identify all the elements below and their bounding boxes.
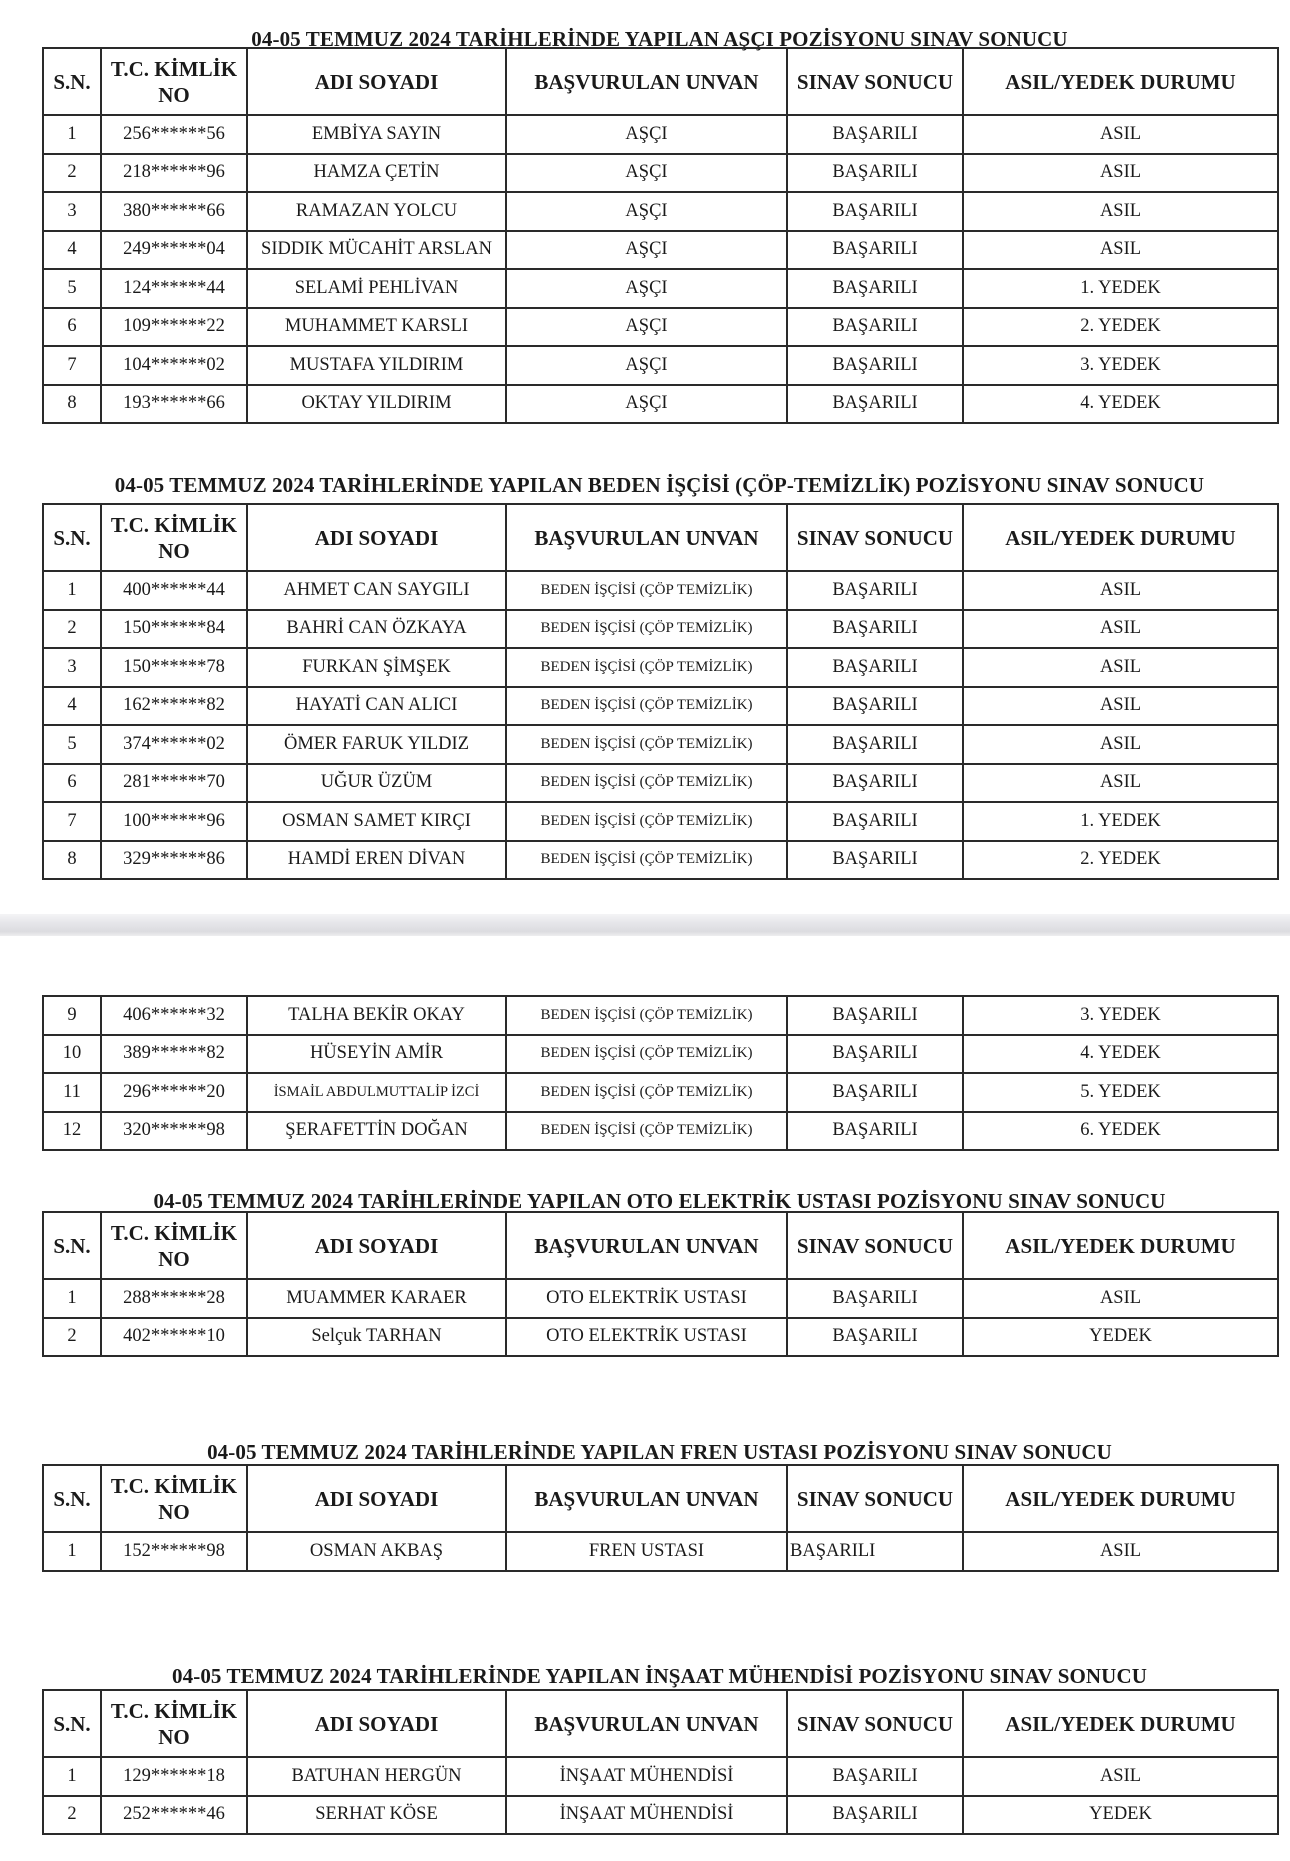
cell-adi-soyadi: HAMZA ÇETİN [247, 154, 506, 193]
header-tc-line1: T.C. KİMLİK [110, 56, 238, 81]
cell-sinav-sonucu: BAŞARILI [787, 192, 963, 231]
cell-tc-kimlik-no: 152******98 [101, 1532, 247, 1571]
cell-asil-yedek-durumu: ASIL [963, 725, 1278, 764]
table-row [43, 115, 1278, 154]
table-row [43, 1073, 1278, 1112]
header-asil-yedek-durumu: ASIL/YEDEK DURUMU [963, 504, 1278, 571]
header-tc-line1: T.C. KİMLİK [110, 1473, 238, 1498]
cell-sn: 2 [43, 1318, 101, 1357]
header-tc-line2: NO [158, 1724, 190, 1749]
cell-sinav-sonucu: BAŞARILI [787, 841, 963, 880]
cell-adi-soyadi: BATUHAN HERGÜN [247, 1757, 506, 1796]
section-title: 04-05 TEMMUZ 2024 TARİHLERİNDE YAPILAN BEDEN İŞÇİSİ (ÇÖP-TEMİZLİK) POZİSYONU SINAV SONUCU [114, 473, 1205, 497]
cell-sn: 6 [43, 308, 101, 347]
table-row [43, 1532, 1278, 1571]
table-row [43, 725, 1278, 764]
table-row [43, 1112, 1278, 1151]
results-table-continued [42, 995, 1279, 1151]
cell-asil-yedek-durumu: ASIL [963, 1532, 1278, 1571]
table-header-row [43, 1690, 1278, 1757]
cell-adi-soyadi: BAHRİ CAN ÖZKAYA [247, 610, 506, 649]
cell-asil-yedek-durumu: 2. YEDEK [963, 841, 1278, 880]
cell-basvurulan-unvan: AŞÇI [506, 308, 787, 347]
cell-sinav-sonucu: BAŞARILI [787, 1112, 963, 1151]
header-basvurulan-unvan: BAŞVURULAN UNVAN [506, 1465, 787, 1532]
cell-asil-yedek-durumu: 2. YEDEK [963, 308, 1278, 347]
cell-basvurulan-unvan: AŞÇI [506, 192, 787, 231]
cell-asil-yedek-durumu: ASIL [963, 1757, 1278, 1796]
header-adi-soyadi: ADI SOYADI [247, 48, 506, 115]
cell-basvurulan-unvan: AŞÇI [506, 231, 787, 270]
cell-sinav-sonucu: BAŞARILI [787, 1035, 963, 1074]
cell-sn: 4 [43, 231, 101, 270]
cell-basvurulan-unvan: BEDEN İŞÇİSİ (ÇÖP TEMİZLİK) [506, 1073, 787, 1112]
table-row [43, 308, 1278, 347]
header-basvurulan-unvan: BAŞVURULAN UNVAN [506, 1690, 787, 1757]
cell-asil-yedek-durumu: YEDEK [963, 1318, 1278, 1357]
table-row [43, 687, 1278, 726]
header-sinav-sonucu: SINAV SONUCU [787, 1465, 963, 1532]
header-basvurulan-unvan: BAŞVURULAN UNVAN [506, 1212, 787, 1279]
cell-asil-yedek-durumu: 4. YEDEK [963, 385, 1278, 424]
table-row [43, 1796, 1278, 1835]
results-table [42, 1464, 1279, 1572]
cell-basvurulan-unvan: BEDEN İŞÇİSİ (ÇÖP TEMİZLİK) [506, 687, 787, 726]
cell-sn: 3 [43, 648, 101, 687]
header-basvurulan-unvan: BAŞVURULAN UNVAN [506, 48, 787, 115]
cell-sn: 7 [43, 802, 101, 841]
cell-sn: 3 [43, 192, 101, 231]
cell-adi-soyadi: AHMET CAN SAYGILI [247, 571, 506, 610]
cell-basvurulan-unvan: İNŞAAT MÜHENDİSİ [506, 1796, 787, 1835]
cell-sn: 4 [43, 687, 101, 726]
cell-tc-kimlik-no: 150******78 [101, 648, 247, 687]
cell-sinav-sonucu: BAŞARILI [787, 231, 963, 270]
cell-basvurulan-unvan: BEDEN İŞÇİSİ (ÇÖP TEMİZLİK) [506, 802, 787, 841]
table-header-row [43, 504, 1278, 571]
table-row [43, 648, 1278, 687]
cell-sinav-sonucu: BAŞARILI [787, 802, 963, 841]
cell-adi-soyadi: İSMAİL ABDULMUTTALİP İZCİ [247, 1073, 506, 1112]
cell-basvurulan-unvan: İNŞAAT MÜHENDİSİ [506, 1757, 787, 1796]
cell-adi-soyadi: Selçuk TARHAN [247, 1318, 506, 1357]
cell-tc-kimlik-no: 288******28 [101, 1279, 247, 1318]
table-row [43, 802, 1278, 841]
cell-asil-yedek-durumu: ASIL [963, 115, 1278, 154]
cell-sinav-sonucu: BAŞARILI [787, 346, 963, 385]
cell-tc-kimlik-no: 329******86 [101, 841, 247, 880]
header-tc-kimlik-no [101, 1212, 247, 1279]
cell-basvurulan-unvan: BEDEN İŞÇİSİ (ÇÖP TEMİZLİK) [506, 610, 787, 649]
cell-adi-soyadi: ÖMER FARUK YILDIZ [247, 725, 506, 764]
table-header-row [43, 48, 1278, 115]
header-basvurulan-unvan: BAŞVURULAN UNVAN [506, 504, 787, 571]
cell-basvurulan-unvan: BEDEN İŞÇİSİ (ÇÖP TEMİZLİK) [506, 571, 787, 610]
header-sn: S.N. [43, 1690, 101, 1757]
cell-adi-soyadi: OSMAN SAMET KIRÇI [247, 802, 506, 841]
cell-adi-soyadi: OKTAY YILDIRIM [247, 385, 506, 424]
cell-sn: 1 [43, 115, 101, 154]
header-tc-kimlik-no [101, 1690, 247, 1757]
cell-sinav-sonucu: BAŞARILI [787, 1073, 963, 1112]
cell-asil-yedek-durumu: 1. YEDEK [963, 802, 1278, 841]
cell-sn: 10 [43, 1035, 101, 1074]
cell-asil-yedek-durumu: ASIL [963, 764, 1278, 803]
cell-sinav-sonucu: BAŞARILI [787, 115, 963, 154]
header-sinav-sonucu: SINAV SONUCU [787, 1212, 963, 1279]
results-table [42, 1211, 1279, 1357]
table-row [43, 192, 1278, 231]
header-sn: S.N. [43, 48, 101, 115]
cell-tc-kimlik-no: 218******96 [101, 154, 247, 193]
cell-sn: 2 [43, 1796, 101, 1835]
table-row [43, 996, 1278, 1035]
cell-sinav-sonucu: BAŞARILI [787, 610, 963, 649]
header-tc-line2: NO [158, 1499, 190, 1524]
cell-sn: 8 [43, 841, 101, 880]
cell-adi-soyadi: HAMDİ EREN DİVAN [247, 841, 506, 880]
cell-sn: 9 [43, 996, 101, 1035]
cell-basvurulan-unvan: AŞÇI [506, 269, 787, 308]
cell-tc-kimlik-no: 256******56 [101, 115, 247, 154]
cell-tc-kimlik-no: 150******84 [101, 610, 247, 649]
table-header-row [43, 1212, 1278, 1279]
cell-basvurulan-unvan: BEDEN İŞÇİSİ (ÇÖP TEMİZLİK) [506, 764, 787, 803]
cell-tc-kimlik-no: 406******32 [101, 996, 247, 1035]
header-adi-soyadi: ADI SOYADI [247, 1212, 506, 1279]
header-sinav-sonucu: SINAV SONUCU [787, 48, 963, 115]
cell-sn: 5 [43, 725, 101, 764]
table-row [43, 231, 1278, 270]
table-row [43, 385, 1278, 424]
cell-tc-kimlik-no: 129******18 [101, 1757, 247, 1796]
header-sinav-sonucu: SINAV SONUCU [787, 1690, 963, 1757]
header-asil-yedek-durumu: ASIL/YEDEK DURUMU [963, 1690, 1278, 1757]
cell-tc-kimlik-no: 320******98 [101, 1112, 247, 1151]
cell-basvurulan-unvan: BEDEN İŞÇİSİ (ÇÖP TEMİZLİK) [506, 841, 787, 880]
header-asil-yedek-durumu: ASIL/YEDEK DURUMU [963, 48, 1278, 115]
cell-asil-yedek-durumu: 5. YEDEK [963, 1073, 1278, 1112]
cell-asil-yedek-durumu: 6. YEDEK [963, 1112, 1278, 1151]
cell-tc-kimlik-no: 193******66 [101, 385, 247, 424]
cell-adi-soyadi: SERHAT KÖSE [247, 1796, 506, 1835]
header-tc-line2: NO [158, 538, 190, 563]
cell-tc-kimlik-no: 100******96 [101, 802, 247, 841]
header-tc-kimlik-no [101, 504, 247, 571]
header-asil-yedek-durumu: ASIL/YEDEK DURUMU [963, 1212, 1278, 1279]
cell-sinav-sonucu: BAŞARILI [787, 1532, 963, 1571]
header-adi-soyadi: ADI SOYADI [247, 1690, 506, 1757]
cell-asil-yedek-durumu: ASIL [963, 192, 1278, 231]
cell-adi-soyadi: EMBİYA SAYIN [247, 115, 506, 154]
cell-asil-yedek-durumu: ASIL [963, 571, 1278, 610]
cell-sn: 1 [43, 1532, 101, 1571]
cell-tc-kimlik-no: 109******22 [101, 308, 247, 347]
cell-sinav-sonucu: BAŞARILI [787, 725, 963, 764]
header-sn: S.N. [43, 1212, 101, 1279]
cell-sn: 2 [43, 610, 101, 649]
cell-adi-soyadi: SELAMİ PEHLİVAN [247, 269, 506, 308]
cell-tc-kimlik-no: 389******82 [101, 1035, 247, 1074]
cell-basvurulan-unvan: BEDEN İŞÇİSİ (ÇÖP TEMİZLİK) [506, 996, 787, 1035]
cell-sn: 12 [43, 1112, 101, 1151]
cell-basvurulan-unvan: AŞÇI [506, 154, 787, 193]
table-row [43, 1318, 1278, 1357]
cell-basvurulan-unvan: BEDEN İŞÇİSİ (ÇÖP TEMİZLİK) [506, 1035, 787, 1074]
cell-sn: 7 [43, 346, 101, 385]
cell-basvurulan-unvan: BEDEN İŞÇİSİ (ÇÖP TEMİZLİK) [506, 1112, 787, 1151]
cell-sinav-sonucu: BAŞARILI [787, 571, 963, 610]
cell-basvurulan-unvan: AŞÇI [506, 346, 787, 385]
cell-sinav-sonucu: BAŞARILI [787, 1318, 963, 1357]
cell-sinav-sonucu: BAŞARILI [787, 308, 963, 347]
cell-basvurulan-unvan: OTO ELEKTRİK USTASI [506, 1318, 787, 1357]
table-row [43, 1035, 1278, 1074]
table-row [43, 610, 1278, 649]
cell-basvurulan-unvan: FREN USTASI [506, 1532, 787, 1571]
cell-sinav-sonucu: BAŞARILI [787, 687, 963, 726]
section-title: 04-05 TEMMUZ 2024 TARİHLERİNDE YAPILAN OTO ELEKTRİK USTASI POZİSYONU SINAV SONUCU [153, 1189, 1166, 1213]
cell-basvurulan-unvan: AŞÇI [506, 385, 787, 424]
table-row [43, 154, 1278, 193]
cell-asil-yedek-durumu: 3. YEDEK [963, 996, 1278, 1035]
cell-tc-kimlik-no: 400******44 [101, 571, 247, 610]
cell-basvurulan-unvan: BEDEN İŞÇİSİ (ÇÖP TEMİZLİK) [506, 648, 787, 687]
results-table [42, 1689, 1279, 1835]
header-sn: S.N. [43, 1465, 101, 1532]
cell-basvurulan-unvan: AŞÇI [506, 115, 787, 154]
cell-adi-soyadi: SIDDIK MÜCAHİT ARSLAN [247, 231, 506, 270]
cell-sinav-sonucu: BAŞARILI [787, 154, 963, 193]
cell-sinav-sonucu: BAŞARILI [787, 269, 963, 308]
cell-tc-kimlik-no: 104******02 [101, 346, 247, 385]
cell-tc-kimlik-no: 374******02 [101, 725, 247, 764]
cell-sinav-sonucu: BAŞARILI [787, 996, 963, 1035]
cell-asil-yedek-durumu: ASIL [963, 1279, 1278, 1318]
header-tc-line2: NO [158, 1246, 190, 1271]
cell-tc-kimlik-no: 252******46 [101, 1796, 247, 1835]
cell-asil-yedek-durumu: ASIL [963, 154, 1278, 193]
cell-sn: 1 [43, 1279, 101, 1318]
header-tc-line1: T.C. KİMLİK [110, 1220, 238, 1245]
table-row [43, 1757, 1278, 1796]
cell-adi-soyadi: MUAMMER KARAER [247, 1279, 506, 1318]
cell-asil-yedek-durumu: ASIL [963, 687, 1278, 726]
table-row [43, 841, 1278, 880]
table-row [43, 571, 1278, 610]
cell-sinav-sonucu: BAŞARILI [787, 1757, 963, 1796]
cell-sn: 1 [43, 1757, 101, 1796]
cell-adi-soyadi: FURKAN ŞİMŞEK [247, 648, 506, 687]
cell-adi-soyadi: ŞERAFETTİN DOĞAN [247, 1112, 506, 1151]
results-table [42, 47, 1279, 424]
header-tc-kimlik-no [101, 1465, 247, 1532]
cell-sn: 1 [43, 571, 101, 610]
section-title: 04-05 TEMMUZ 2024 TARİHLERİNDE YAPILAN İNŞAAT MÜHENDİSİ POZİSYONU SINAV SONUCU [172, 1664, 1147, 1688]
cell-adi-soyadi: UĞUR ÜZÜM [247, 764, 506, 803]
header-tc-line1: T.C. KİMLİK [110, 1698, 238, 1723]
header-sn: S.N. [43, 504, 101, 571]
header-tc-line2: NO [158, 82, 190, 107]
cell-asil-yedek-durumu: ASIL [963, 610, 1278, 649]
cell-asil-yedek-durumu: 1. YEDEK [963, 269, 1278, 308]
section-title: 04-05 TEMMUZ 2024 TARİHLERİNDE YAPILAN AŞÇI POZİSYONU SINAV SONUCU [251, 27, 1068, 51]
cell-tc-kimlik-no: 380******66 [101, 192, 247, 231]
page-break-divider [0, 914, 1290, 936]
cell-sinav-sonucu: BAŞARILI [787, 1796, 963, 1835]
cell-tc-kimlik-no: 296******20 [101, 1073, 247, 1112]
cell-sinav-sonucu: BAŞARILI [787, 648, 963, 687]
cell-tc-kimlik-no: 124******44 [101, 269, 247, 308]
cell-sinav-sonucu: BAŞARILI [787, 385, 963, 424]
cell-adi-soyadi: RAMAZAN YOLCU [247, 192, 506, 231]
section-title: 04-05 TEMMUZ 2024 TARİHLERİNDE YAPILAN FREN USTASI POZİSYONU SINAV SONUCU [207, 1440, 1112, 1464]
cell-asil-yedek-durumu: 3. YEDEK [963, 346, 1278, 385]
cell-sinav-sonucu: BAŞARILI [787, 764, 963, 803]
cell-adi-soyadi: TALHA BEKİR OKAY [247, 996, 506, 1035]
cell-asil-yedek-durumu: ASIL [963, 648, 1278, 687]
header-tc-line1: T.C. KİMLİK [110, 512, 238, 537]
results-table [42, 503, 1279, 880]
cell-tc-kimlik-no: 402******10 [101, 1318, 247, 1357]
cell-adi-soyadi: MUHAMMET KARSLI [247, 308, 506, 347]
header-adi-soyadi: ADI SOYADI [247, 1465, 506, 1532]
header-asil-yedek-durumu: ASIL/YEDEK DURUMU [963, 1465, 1278, 1532]
cell-sn: 2 [43, 154, 101, 193]
table-row [43, 764, 1278, 803]
cell-adi-soyadi: OSMAN AKBAŞ [247, 1532, 506, 1571]
table-row [43, 269, 1278, 308]
cell-adi-soyadi: HÜSEYİN AMİR [247, 1035, 506, 1074]
table-header-row [43, 1465, 1278, 1532]
cell-sn: 11 [43, 1073, 101, 1112]
table-row [43, 1279, 1278, 1318]
cell-tc-kimlik-no: 162******82 [101, 687, 247, 726]
cell-adi-soyadi: MUSTAFA YILDIRIM [247, 346, 506, 385]
cell-sn: 5 [43, 269, 101, 308]
cell-asil-yedek-durumu: ASIL [963, 231, 1278, 270]
cell-asil-yedek-durumu: YEDEK [963, 1796, 1278, 1835]
cell-basvurulan-unvan: OTO ELEKTRİK USTASI [506, 1279, 787, 1318]
header-tc-kimlik-no [101, 48, 247, 115]
cell-sinav-sonucu: BAŞARILI [787, 1279, 963, 1318]
header-adi-soyadi: ADI SOYADI [247, 504, 506, 571]
table-row [43, 346, 1278, 385]
cell-asil-yedek-durumu: 4. YEDEK [963, 1035, 1278, 1074]
cell-sn: 8 [43, 385, 101, 424]
cell-tc-kimlik-no: 281******70 [101, 764, 247, 803]
cell-sn: 6 [43, 764, 101, 803]
cell-adi-soyadi: HAYATİ CAN ALICI [247, 687, 506, 726]
cell-basvurulan-unvan: BEDEN İŞÇİSİ (ÇÖP TEMİZLİK) [506, 725, 787, 764]
cell-tc-kimlik-no: 249******04 [101, 231, 247, 270]
header-sinav-sonucu: SINAV SONUCU [787, 504, 963, 571]
